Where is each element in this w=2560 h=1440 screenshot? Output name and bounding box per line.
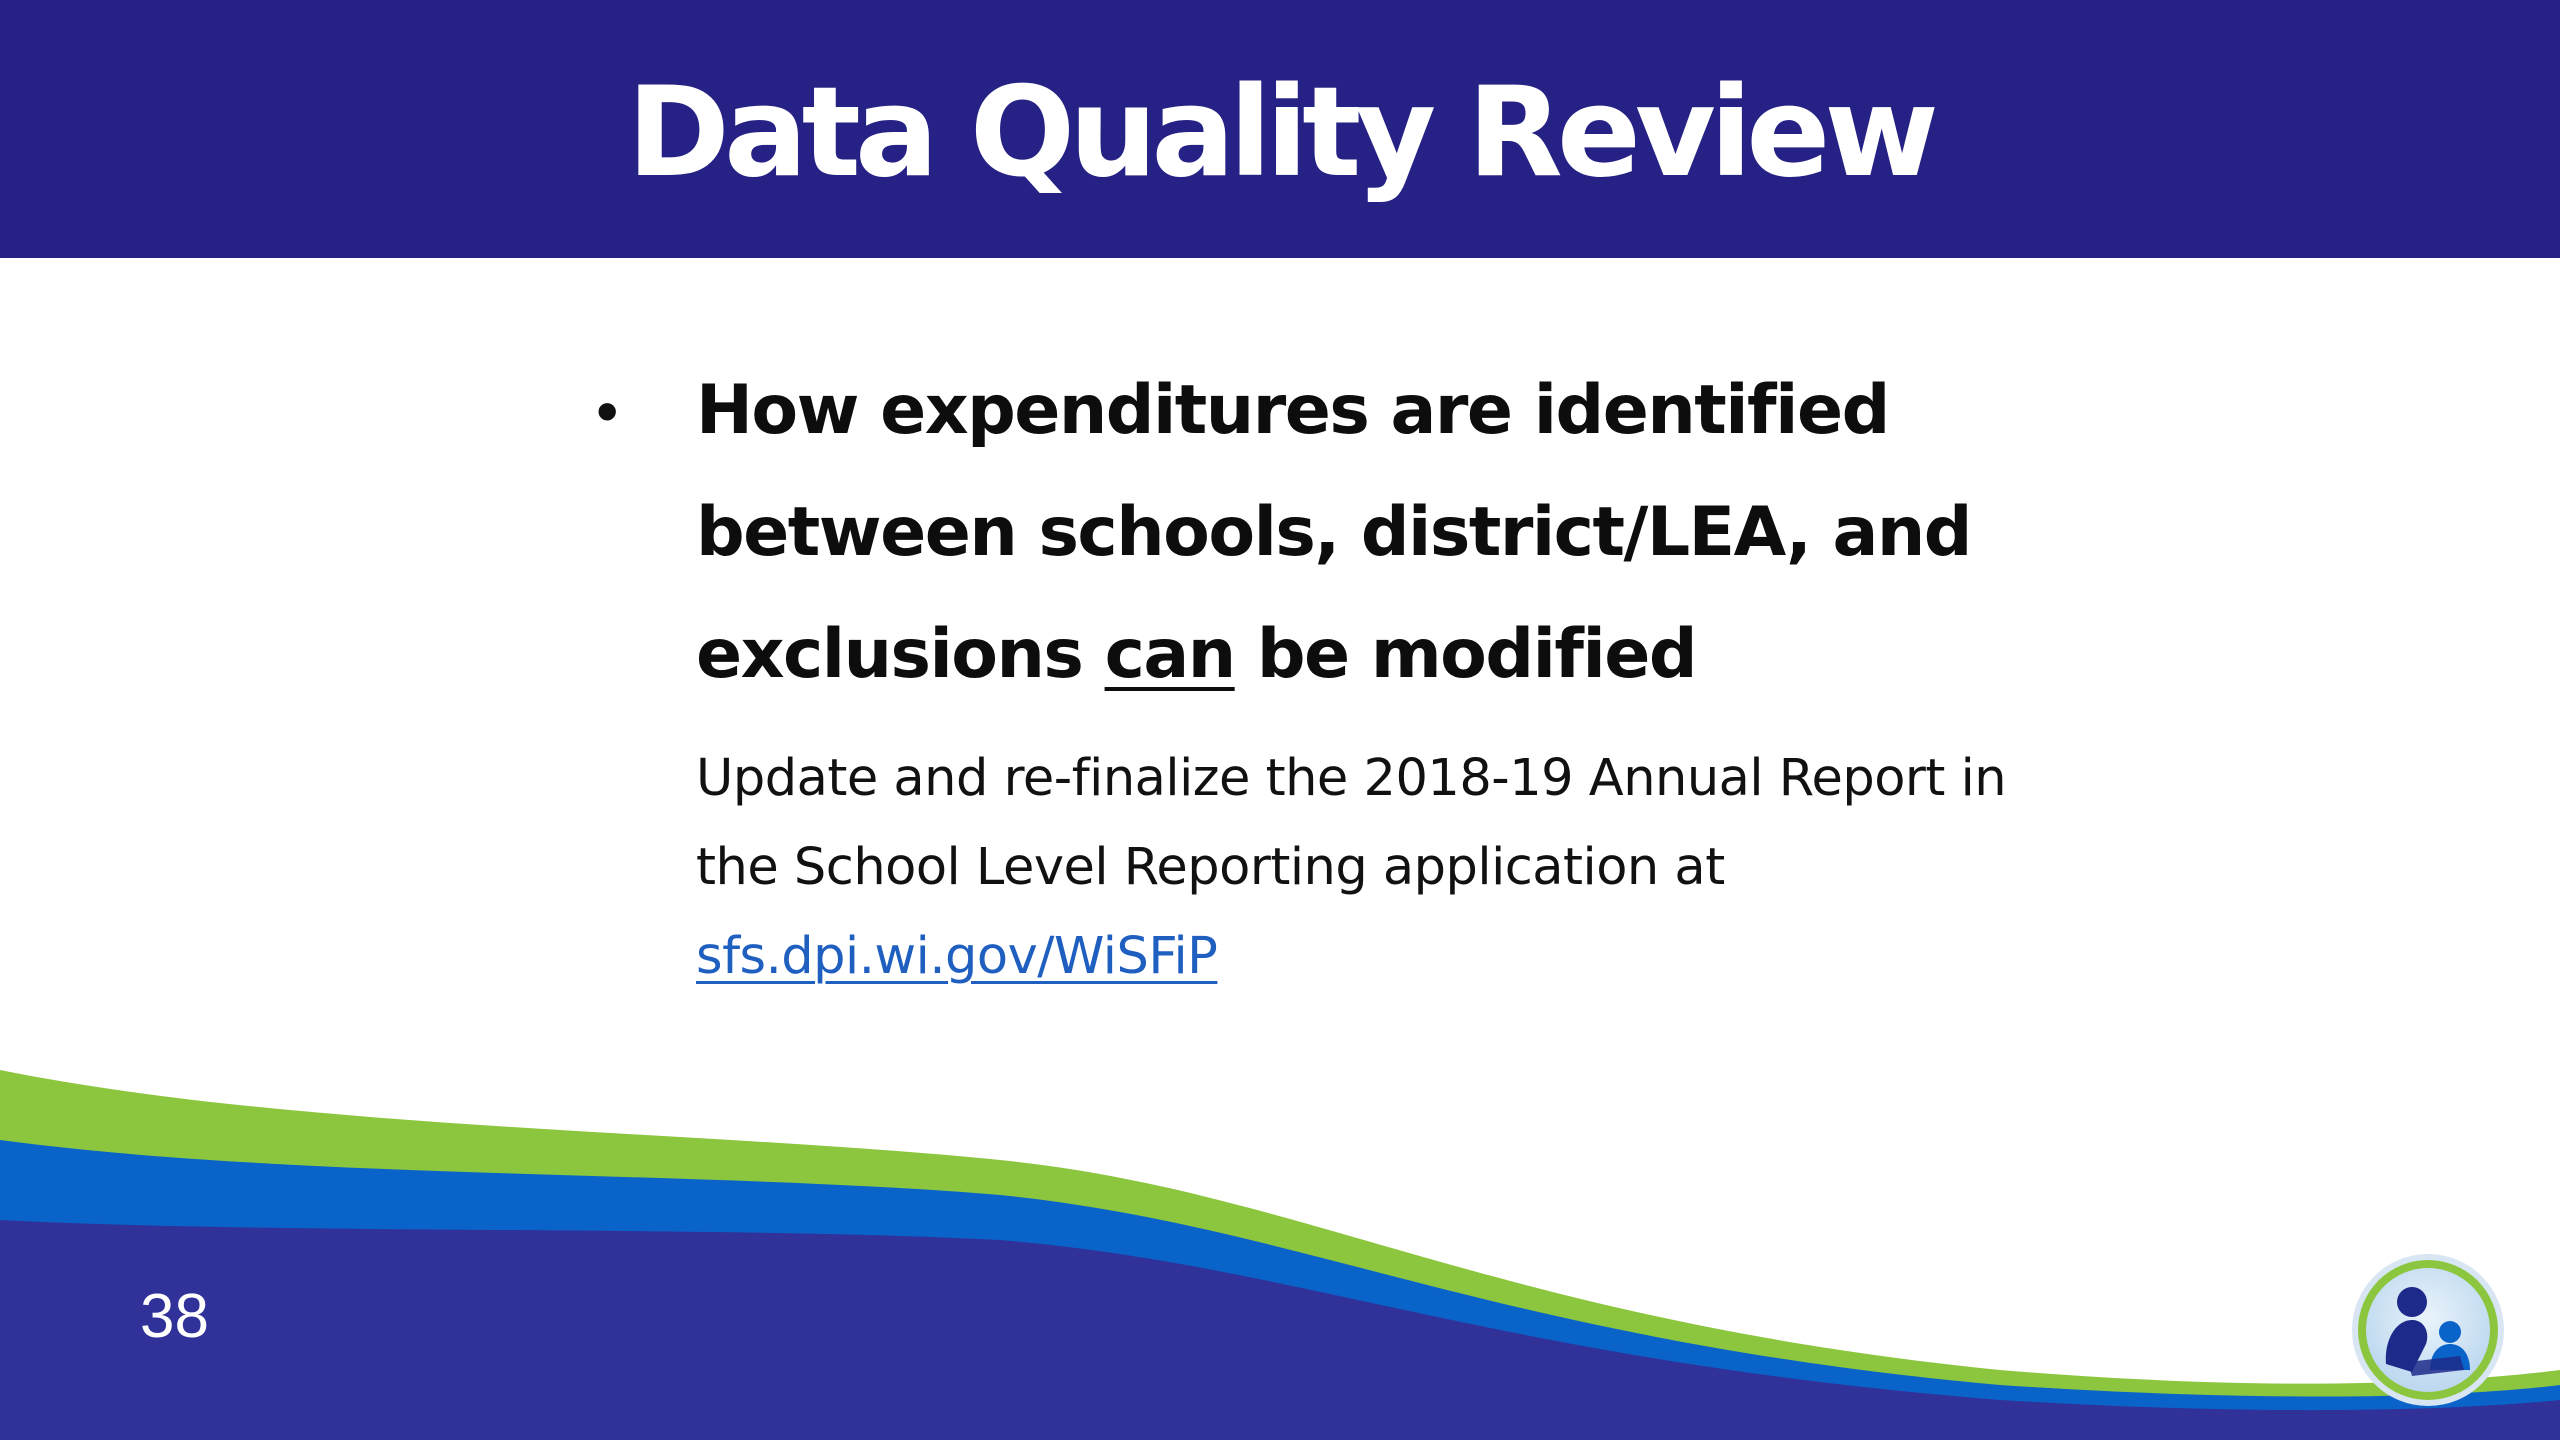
sub-paragraph [696, 734, 2096, 1001]
bullet-item [596, 350, 2096, 716]
family-reading-logo-icon [2350, 1252, 2506, 1408]
title-bar [0, 0, 2560, 258]
bullet-text-before: How expenditures are identified between schools, district/LEA, and exclusions [696, 371, 1971, 694]
bullet-text-underlined: can [1104, 615, 1235, 694]
wisfip-link[interactable]: sfs.dpi.wi.gov/WiSFiP [696, 927, 1218, 986]
bullet-text-after: be modified [1234, 615, 1697, 694]
page-number: 38 [140, 1282, 209, 1351]
sub-text: Update and re-finalize the 2018-19 Annual Report in the School Level Reporting application at [696, 749, 2007, 897]
footer-waves [0, 1040, 2560, 1440]
bullet-dot-icon: • [596, 375, 619, 447]
slide-content [596, 350, 2096, 1001]
bullet-text [696, 350, 2096, 716]
slide-title: Data Quality Review [627, 61, 1933, 205]
